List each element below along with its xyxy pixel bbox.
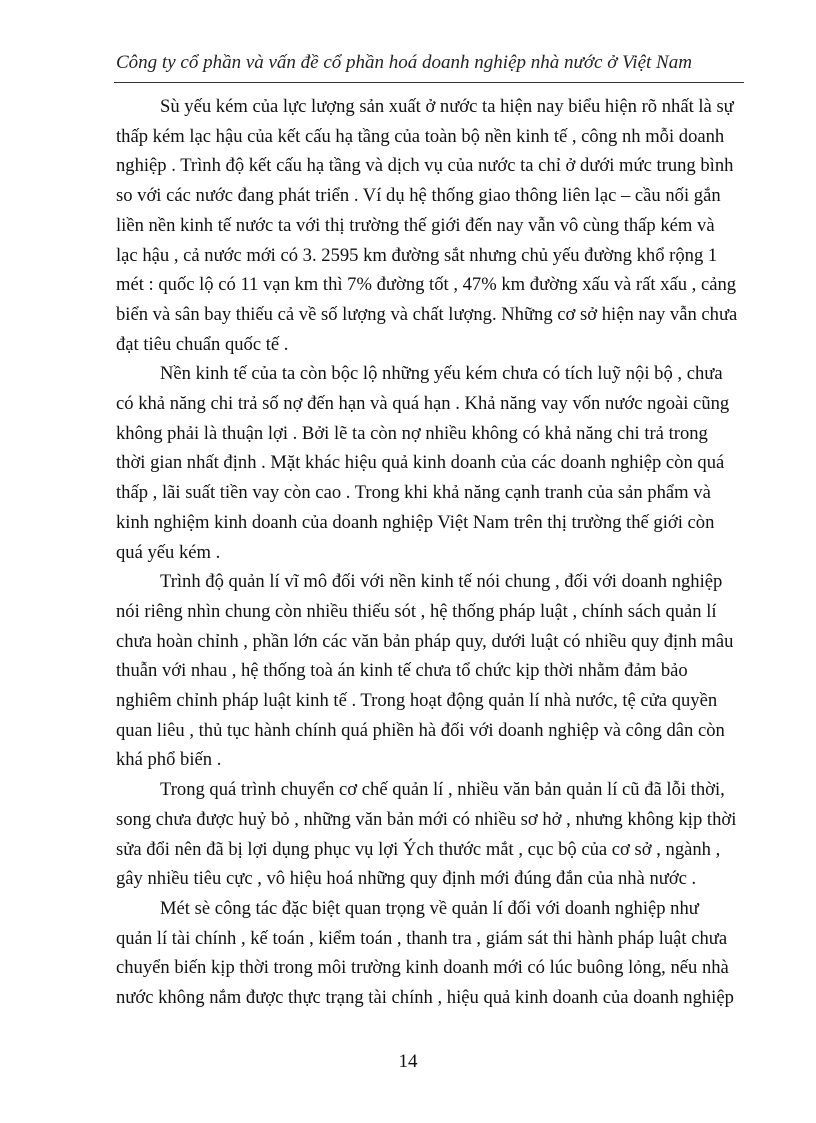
header-divider — [114, 82, 744, 83]
text-line: quan liêu , thủ tục hành chính quá phiền hà đối với doanh nghiệp và công dân còn — [116, 719, 725, 741]
text-line: biển và sân bay thiếu cả về số lượng và chất lượng. Những cơ sở hiện nay vẫn chưa — [116, 303, 738, 325]
page-number: 14 — [398, 1051, 418, 1072]
text-line: nghiệp . Trình độ kết cấu hạ tầng và dịch vụ của nước ta chỉ ở dưới mức trung bình — [116, 155, 734, 177]
text-line: chuyển biến kịp thời trong môi trường kinh doanh mới có lúc buông lỏng, nếu nhà — [116, 957, 729, 979]
text-line: so với các nước đang phát triển . Ví dụ hệ thống giao thông liên lạc – cầu nối gắn — [116, 185, 721, 207]
text-line: lạc hậu , cả nước mới có 3. 2595 km đường sắt nhưng chủ yếu đường khổ rộng 1 — [116, 244, 718, 266]
text-line: gây nhiều tiêu cực , vô hiệu hoá những quy định mới đúng đắn của nhà nước . — [116, 868, 697, 890]
paragraph-2 — [116, 359, 742, 567]
text-line: thấp kém lạc hậu của kết cấu hạ tầng của toàn bộ nền kinh tế , công nh mỗi doanh — [116, 125, 725, 147]
text-line: nói riêng nhìn chung còn nhiều thiếu sót , hệ thống pháp luật , chính sách quản lí — [116, 600, 717, 622]
text-line: liền nền kinh tế nước ta với thị trường thế giới đến nay vẫn vô cùng thấp kém và — [116, 214, 715, 236]
paragraph-3 — [116, 567, 742, 775]
text-line: đạt tiêu chuẩn quốc tế . — [116, 333, 289, 355]
text-line: Trình độ quản lí vĩ mô đối với nền kinh tế nói chung , đối với doanh nghiệp — [160, 571, 723, 593]
text-line: Sù yếu kém của lực lượng sản xuất ở nước ta hiện nay biểu hiện rõ nhất là sự — [160, 96, 734, 117]
text-line: quản lí tài chính , kế toán , kiểm toán , thanh tra , giám sát thi hành pháp luật chưa — [116, 927, 728, 949]
running-header: Công ty cổ phần và vấn đề cổ phần hoá doanh nghiệp nhà nước ở Việt Nam — [116, 52, 692, 73]
paragraph-5 — [116, 894, 742, 1013]
text-line: sửa đổi nên đã bị lợi dụng phục vụ lợi Ých thước mắt , cục bộ của cơ sở , ngành , — [116, 838, 721, 860]
text-line: thuẫn với nhau , hệ thống toà án kinh tế chưa tổ chức kịp thời nhằm đảm bảo — [116, 660, 688, 682]
paragraph-4 — [116, 775, 742, 894]
text-line: Nền kinh tế của ta còn bộc lộ những yếu kém chưa có tích luỹ nội bộ , chưa — [160, 363, 723, 385]
text-line: thời gian nhất định . Mặt khác hiệu quả kinh doanh của các doanh nghiệp còn quá — [116, 452, 725, 474]
text-line: quá yếu kém . — [116, 541, 221, 563]
text-line: song chưa được huỷ bỏ , những văn bản mới có nhiều sơ hở , nhưng không kịp thời — [116, 808, 737, 830]
text-line: nước không nắm được thực trạng tài chính , hiệu quả kinh doanh của doanh nghiệp — [116, 987, 734, 1009]
text-line: kinh nghiệm kinh doanh của doanh nghiệp Việt Nam trên thị trường thế giới còn — [116, 511, 715, 533]
text-line: có khả năng chi trả số nợ đến hạn và quá hạn . Khả năng vay vốn nước ngoài cũng — [116, 393, 730, 415]
text-line: khá phổ biến . — [116, 749, 222, 771]
text-line: mét : quốc lộ có 11 vạn km thì 7% đường tốt , 47% km đường xấu và rất xấu , cảng — [116, 274, 737, 296]
text-line: chưa hoàn chỉnh , phần lớn các văn bản pháp quy, dưới luật có nhiều quy định mâu — [116, 630, 734, 652]
text-line: Trong quá trình chuyển cơ chế quản lí , nhiều văn bản quản lí cũ đã lỗi thời, — [160, 779, 725, 801]
text-line: nghiêm chỉnh pháp luật kinh tế . Trong hoạt động quản lí nhà nước, tệ cửa quyền — [116, 690, 718, 712]
text-line: không phải là thuận lợi . Bởi lẽ ta còn nợ nhiều không có khả năng chi trả trong — [116, 422, 708, 444]
paragraph-1 — [116, 92, 742, 359]
text-line: thấp , lãi suất tiền vay còn cao . Trong khi khả năng cạnh tranh của sản phẩm và — [116, 482, 711, 504]
body-text — [116, 92, 742, 1013]
text-line: Mét sè công tác đặc biệt quan trọng về quản lí đối với doanh nghiệp như — [160, 897, 699, 919]
